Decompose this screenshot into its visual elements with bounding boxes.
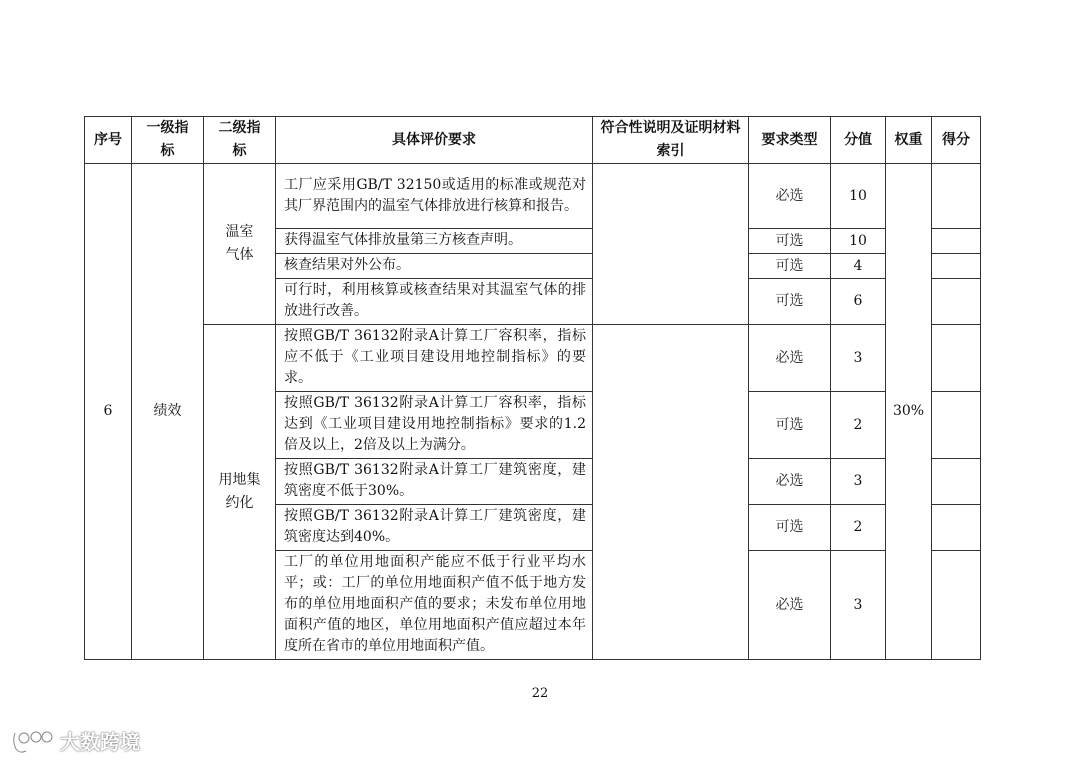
req-type-cell: 可选 [749,254,831,279]
obtained-cell[interactable] [932,164,981,229]
obtained-cell[interactable] [932,229,981,254]
score-cell: 10 [831,229,886,254]
weight-cell: 30% [886,164,932,660]
level1-cell: 绩效 [132,164,204,660]
watermark [10,726,140,755]
header-obtained: 得分 [932,117,981,164]
requirement-cell: 按照GB/T 36132附录A计算工厂容积率，指标达到《工业项目建设用地控制指标》要求的1.2倍及以上，2倍及以上为满分。 [276,392,593,459]
req-type-cell: 可选 [749,392,831,459]
evaluation-table [84,116,981,660]
level2-cell-land: 用地集约化 [204,325,276,660]
evidence-cell[interactable] [593,164,749,325]
score-cell: 6 [831,279,886,325]
obtained-cell[interactable] [932,551,981,660]
table-row [85,164,981,229]
obtained-cell[interactable] [932,279,981,325]
watermark-text: 大数跨境 [60,730,140,754]
requirement-cell: 按照GB/T 36132附录A计算工厂建筑密度，建筑密度达到40%。 [276,505,593,551]
dashuju-logo-icon [10,727,56,755]
obtained-cell[interactable] [932,325,981,392]
score-cell: 2 [831,392,886,459]
header-requirement: 具体评价要求 [276,117,593,164]
req-type-cell: 可选 [749,279,831,325]
score-cell: 10 [831,164,886,229]
req-type-cell: 可选 [749,505,831,551]
table-row [85,325,981,392]
requirement-cell: 获得温室气体排放量第三方核查声明。 [276,229,593,254]
obtained-cell[interactable] [932,459,981,505]
level2-cell-greenhouse: 温室气体 [204,164,276,325]
header-evidence: 符合性说明及证明材料索引 [593,117,749,164]
header-row [85,117,981,164]
page-number: 22 [531,686,549,701]
seq-cell: 6 [85,164,132,660]
score-cell: 3 [831,551,886,660]
requirement-cell: 工厂的单位用地面积产能应不低于行业平均水平；或：工厂的单位用地面积产值不低于地方发布的单位用地面积产值的要求；未发布单位用地面积产值的地区，单位用地面积产值应超过本年度所在省市的单位用地面积产值。 [276,551,593,660]
requirement-cell: 工厂应采用GB/T 32150或适用的标准或规范对其厂界范围内的温室气体排放进行核算和报告。 [276,164,593,229]
req-type-cell: 可选 [749,229,831,254]
score-cell: 3 [831,325,886,392]
req-type-cell: 必选 [749,459,831,505]
header-level1: 一级指标 [132,117,204,164]
req-type-cell: 必选 [749,551,831,660]
requirement-cell: 按照GB/T 36132附录A计算工厂建筑密度，建筑密度不低于30%。 [276,459,593,505]
req-type-cell: 必选 [749,164,831,229]
requirement-cell: 按照GB/T 36132附录A计算工厂容积率，指标应不低于《工业项目建设用地控制指标》的要求。 [276,325,593,392]
score-cell: 4 [831,254,886,279]
req-type-cell: 必选 [749,325,831,392]
obtained-cell[interactable] [932,505,981,551]
header-level2: 二级指标 [204,117,276,164]
evidence-cell[interactable] [593,325,749,660]
requirement-cell: 可行时，利用核算或核查结果对其温室气体的排放进行改善。 [276,279,593,325]
header-score: 分值 [831,117,886,164]
header-weight: 权重 [886,117,932,164]
header-req-type: 要求类型 [749,117,831,164]
obtained-cell[interactable] [932,392,981,459]
obtained-cell[interactable] [932,254,981,279]
score-cell: 3 [831,459,886,505]
header-seq: 序号 [85,117,132,164]
score-cell: 2 [831,505,886,551]
requirement-cell: 核查结果对外公布。 [276,254,593,279]
